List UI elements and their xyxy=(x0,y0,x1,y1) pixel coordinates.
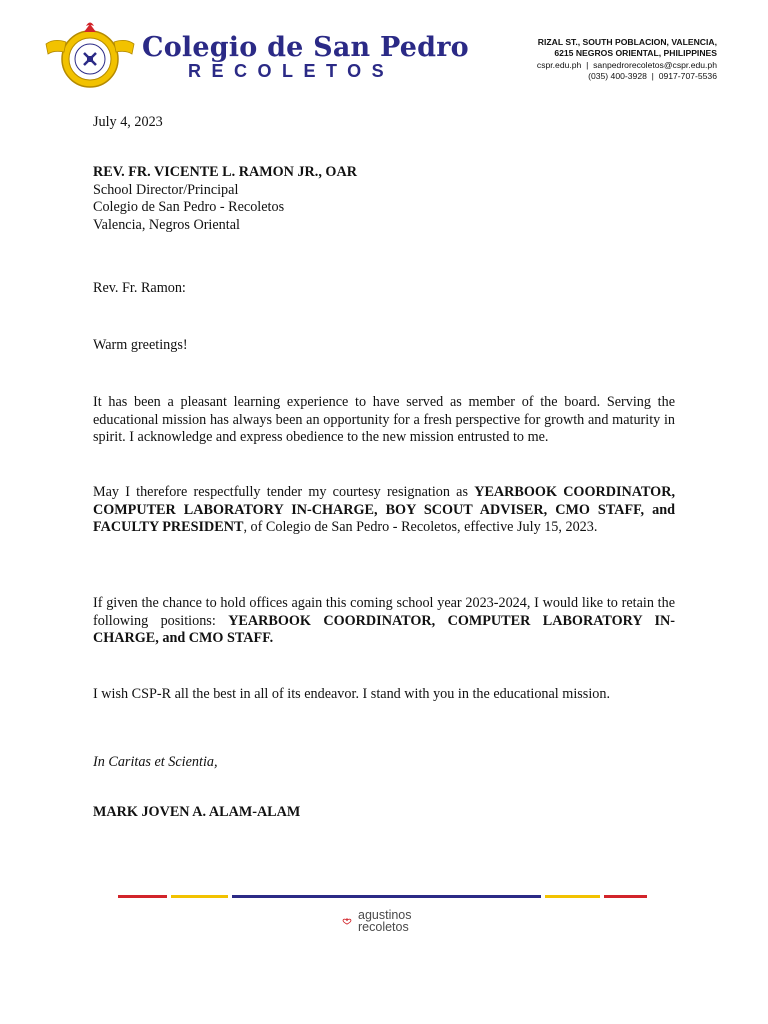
address-line-1: RIZAL ST., SOUTH POBLACION, VALENCIA, xyxy=(537,37,717,47)
paragraph-3 xyxy=(93,595,675,648)
footer-gold-line xyxy=(545,895,600,898)
phone-number: (035) 400-3928 xyxy=(588,70,647,81)
recipient-location: Valencia, Negros Oriental xyxy=(93,216,240,233)
contact-line-2 xyxy=(537,71,717,82)
mobile-number: 0917-707-5536 xyxy=(658,70,717,81)
paragraph-2-outro: , of Colegio de San Pedro - Recoletos, effective July 15, 2023. xyxy=(243,519,598,536)
paragraph-4: I wish CSP-R all the best in all of its endeavor. I stand with you in the educational mission. xyxy=(93,686,610,702)
salutation: Rev. Fr. Ramon: xyxy=(93,280,186,296)
paragraph-1: It has been a pleasant learning experience to have served as member of the board. Serving the educational mission has always been an opportunity for a fresh perspective for growth and maturity in spirit. I acknowledge and express obedience to the new mission entrusted to me. xyxy=(93,394,675,446)
footer-gold-line xyxy=(171,895,228,898)
closing: In Caritas et Scientia, xyxy=(93,754,218,770)
footer-brand-line-2: recoletos xyxy=(358,919,409,934)
paragraph-3-positions: YEARBOOK COORDINATOR, COMPUTER LABORATORY IN-CHARGE, and CMO STAFF. xyxy=(93,612,676,647)
website-link[interactable]: cspr.edu.ph xyxy=(536,59,582,70)
separator: | xyxy=(651,70,654,81)
recipient-school: Colegio de San Pedro - Recoletos xyxy=(93,199,285,216)
school-name: Colegio de San Pedro xyxy=(142,32,469,63)
recipient-title: School Director/Principal xyxy=(93,181,239,198)
signatory-name: MARK JOVEN A. ALAM-ALAM xyxy=(93,804,301,820)
footer-red-line xyxy=(118,895,167,898)
paragraph-3-intro: If given the chance to hold offices again this coming school year 2023-2024, I would like to retain the following positions: xyxy=(93,595,675,629)
footer-brand xyxy=(358,910,412,933)
paragraph-2-intro: May I therefore respectfully tender my courtesy resignation as xyxy=(93,484,475,500)
recipient-block xyxy=(93,164,675,234)
email-link[interactable]: sanpedrorecoletos@cspr.edu.ph xyxy=(593,59,717,70)
school-subtitle: RECOLETOS xyxy=(188,61,395,81)
paragraph-2-positions: YEARBOOK COORDINATOR, COMPUTER LABORATORY IN-CHARGE, BOY SCOUT ADVISER, CMO STAFF, and FACULTY PRESIDENT xyxy=(93,484,675,536)
school-seal-logo xyxy=(44,20,136,90)
contact-line-1 xyxy=(537,60,717,71)
footer-red-line xyxy=(604,895,647,898)
footer-brand-line-1: agustinos xyxy=(358,908,412,922)
paragraph-2 xyxy=(93,484,675,537)
footer-color-bar xyxy=(0,895,768,900)
recipient-name: REV. FR. VICENTE L. RAMON JR., OAR xyxy=(93,164,357,180)
heart-flame-icon xyxy=(336,905,358,937)
separator: | xyxy=(586,59,589,70)
greeting: Warm greetings! xyxy=(93,337,188,353)
address-line-2: 6215 NEGROS ORIENTAL, PHILIPPINES xyxy=(554,48,717,59)
school-address-block xyxy=(537,37,717,82)
letter-date: July 4, 2023 xyxy=(93,114,163,130)
footer-blue-line xyxy=(232,895,541,898)
